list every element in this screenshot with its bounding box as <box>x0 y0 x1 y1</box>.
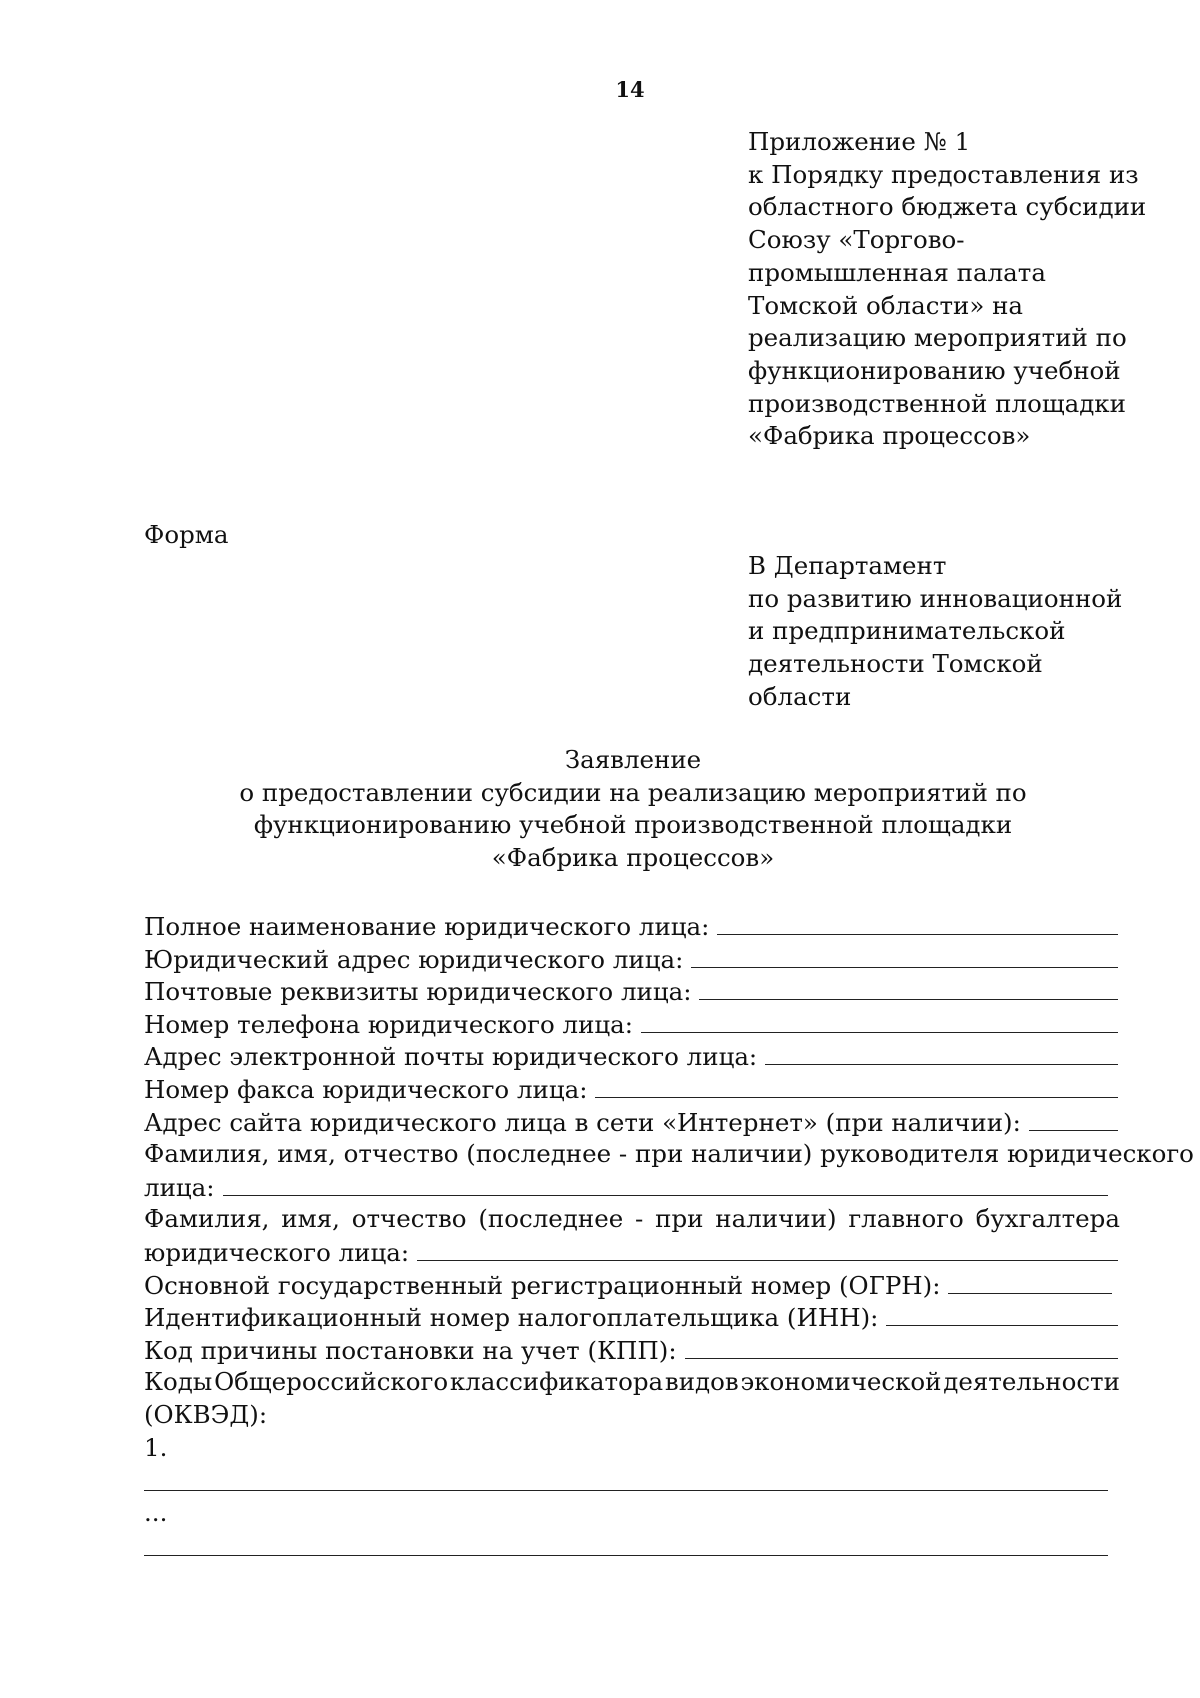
label-word: главного <box>848 1204 964 1234</box>
appendix-line: областного бюджета субсидии <box>748 192 1147 222</box>
field-phone <box>144 1008 1120 1041</box>
field-okved-label-2 <box>144 1399 1120 1432</box>
field-label: Основной государственный регистрационный номер (ОГРН): <box>144 1270 941 1300</box>
field-label: Код причины постановки на учет (КПП): <box>144 1335 677 1365</box>
inn-input[interactable] <box>886 1301 1118 1326</box>
label-word: видов <box>664 1367 739 1397</box>
website-input[interactable] <box>1029 1106 1118 1131</box>
appendix-line: промышленная палата <box>748 257 1046 287</box>
appendix-line: функционированию учебной <box>748 355 1121 385</box>
field-label: Полное наименование юридического лица: <box>144 912 710 941</box>
label-word: деятельности <box>943 1367 1120 1397</box>
appendix-line: реализацию мероприятий по <box>748 323 1127 353</box>
title-line: «Фабрика процессов» <box>491 842 775 872</box>
appendix-line: к Порядку предоставления из <box>748 159 1139 189</box>
label-word: (последнее <box>478 1204 624 1234</box>
postal-input[interactable] <box>699 975 1118 1000</box>
field-label: (ОКВЭД): <box>144 1399 268 1429</box>
phone-input[interactable] <box>641 1008 1118 1033</box>
okved-item-number <box>144 1432 1120 1465</box>
appendix-line: Томской области» на <box>748 290 1024 320</box>
title-line: Заявление <box>564 745 702 774</box>
page-number: 14 <box>615 77 645 102</box>
okved-input-1[interactable] <box>144 1490 1108 1491</box>
document-title <box>0 744 1200 874</box>
ogrn-input[interactable] <box>948 1269 1112 1294</box>
field-okved-label <box>144 1366 1120 1399</box>
field-ogrn <box>144 1269 1120 1302</box>
full-name-input[interactable] <box>717 910 1118 935</box>
field-email <box>144 1040 1120 1073</box>
label-word: - <box>635 1204 644 1234</box>
field-website <box>144 1106 1120 1139</box>
field-kpp <box>144 1334 1120 1367</box>
addressee-line: В Департамент <box>748 551 947 580</box>
addressee-line: по развитию инновационной <box>748 583 1123 613</box>
form-label: Форма <box>144 520 229 549</box>
title-line: о предоставлении субсидии на реализацию мероприятий по <box>239 777 1027 807</box>
field-inn <box>144 1301 1120 1334</box>
addressee-line: деятельности Томской <box>748 649 1043 679</box>
okved-line-1 <box>144 1464 1120 1497</box>
title-line: функционированию учебной производственной площадки <box>253 810 1013 839</box>
kpp-input[interactable] <box>685 1334 1118 1359</box>
field-label: Номер факса юридического лица: <box>144 1074 588 1104</box>
field-label: Адрес сайта юридического лица в сети «Интернет» (при наличии): <box>144 1107 1021 1137</box>
field-label: лица: <box>144 1172 215 1202</box>
label-word: экономической <box>740 1367 942 1397</box>
label-word: Коды <box>144 1367 213 1397</box>
okved-ellipsis <box>144 1497 1120 1530</box>
field-accountant <box>144 1236 1120 1269</box>
field-label: Фамилия, имя, отчество (последнее - при наличии) руководителя юридического <box>144 1139 1194 1169</box>
field-legal-address <box>144 943 1120 976</box>
field-accountant-label <box>144 1203 1120 1236</box>
appendix-line: Союзу «Торгово- <box>748 225 965 255</box>
email-input[interactable] <box>765 1040 1118 1065</box>
label-word: Фамилия, <box>144 1204 270 1234</box>
label-word: Общероссийского <box>214 1367 449 1397</box>
field-label: Идентификационный номер налогоплательщика (ИНН): <box>144 1303 879 1333</box>
label-word: наличии) <box>715 1204 837 1234</box>
item-number: 1. <box>144 1432 168 1462</box>
form-fields <box>144 910 1194 1562</box>
field-full-name <box>144 910 1120 943</box>
legal-address-input[interactable] <box>691 943 1118 968</box>
ellipsis: ... <box>144 1497 168 1527</box>
field-label: юридического лица: <box>144 1237 410 1267</box>
appendix-line: Приложение № 1 <box>748 127 971 156</box>
appendix-header <box>748 126 1168 453</box>
addressee-line: области <box>748 681 852 711</box>
label-word: классификатора <box>449 1367 664 1397</box>
field-label: Почтовые реквизиты юридического лица: <box>144 977 692 1007</box>
label-word: отчество <box>351 1204 467 1234</box>
accountant-name-input[interactable] <box>417 1236 1118 1261</box>
field-label: Юридический адрес юридического лица: <box>144 944 684 974</box>
field-fax <box>144 1073 1120 1106</box>
label-word: имя, <box>281 1204 340 1234</box>
head-name-input[interactable] <box>223 1171 1108 1196</box>
okved-line-n <box>144 1529 1120 1562</box>
addressee-line: и предпринимательской <box>748 616 1066 646</box>
field-postal <box>144 975 1120 1008</box>
field-head <box>144 1171 1120 1204</box>
field-head-label <box>144 1138 1194 1171</box>
appendix-line: производственной площадки <box>748 388 1126 418</box>
field-label: Номер телефона юридического лица: <box>144 1009 634 1039</box>
appendix-line: «Фабрика процессов» <box>748 421 1031 451</box>
label-word: бухгалтера <box>975 1204 1120 1234</box>
okved-input-n[interactable] <box>144 1555 1108 1556</box>
addressee-block <box>748 550 1168 714</box>
field-label: Адрес электронной почты юридического лица: <box>144 1042 758 1072</box>
label-word: при <box>655 1204 704 1234</box>
fax-input[interactable] <box>595 1073 1118 1098</box>
